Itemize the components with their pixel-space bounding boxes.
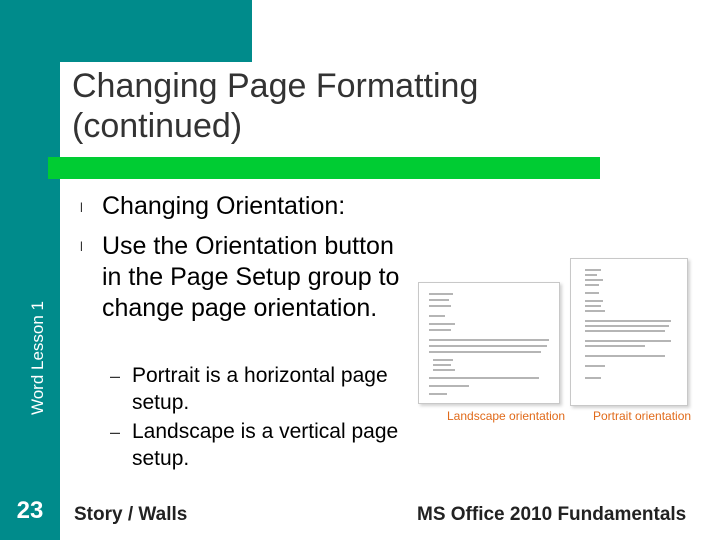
title-rule bbox=[60, 157, 600, 179]
bullet-icon: l bbox=[80, 239, 83, 254]
landscape-caption: Landscape orientation bbox=[447, 409, 566, 423]
header-accent-block bbox=[0, 0, 252, 62]
dash-icon: – bbox=[110, 366, 121, 386]
body-text: Use the Orientation button in the Page Setup group to change page orientation. bbox=[102, 232, 400, 322]
landscape-document-thumbnail bbox=[418, 282, 560, 404]
bullet-icon: l bbox=[80, 200, 83, 215]
sub-item-portrait: Portrait is a horizontal page setup. bbox=[132, 364, 388, 414]
portrait-caption: Portrait orientation bbox=[593, 409, 692, 423]
heading-text: Changing Orientation: bbox=[102, 192, 346, 220]
sub-item-landscape: Landscape is a vertical page setup. bbox=[132, 420, 399, 470]
portrait-document-thumbnail bbox=[570, 258, 688, 406]
page-number: 23 bbox=[16, 497, 44, 524]
footer-author: Story / Walls bbox=[74, 504, 188, 525]
slide-title: Changing Page Formatting (continued) bbox=[72, 67, 479, 145]
footer-course: MS Office 2010 Fundamentals bbox=[417, 504, 687, 525]
dash-icon: – bbox=[110, 422, 121, 442]
lesson-label: Word Lesson 1 bbox=[28, 300, 47, 416]
